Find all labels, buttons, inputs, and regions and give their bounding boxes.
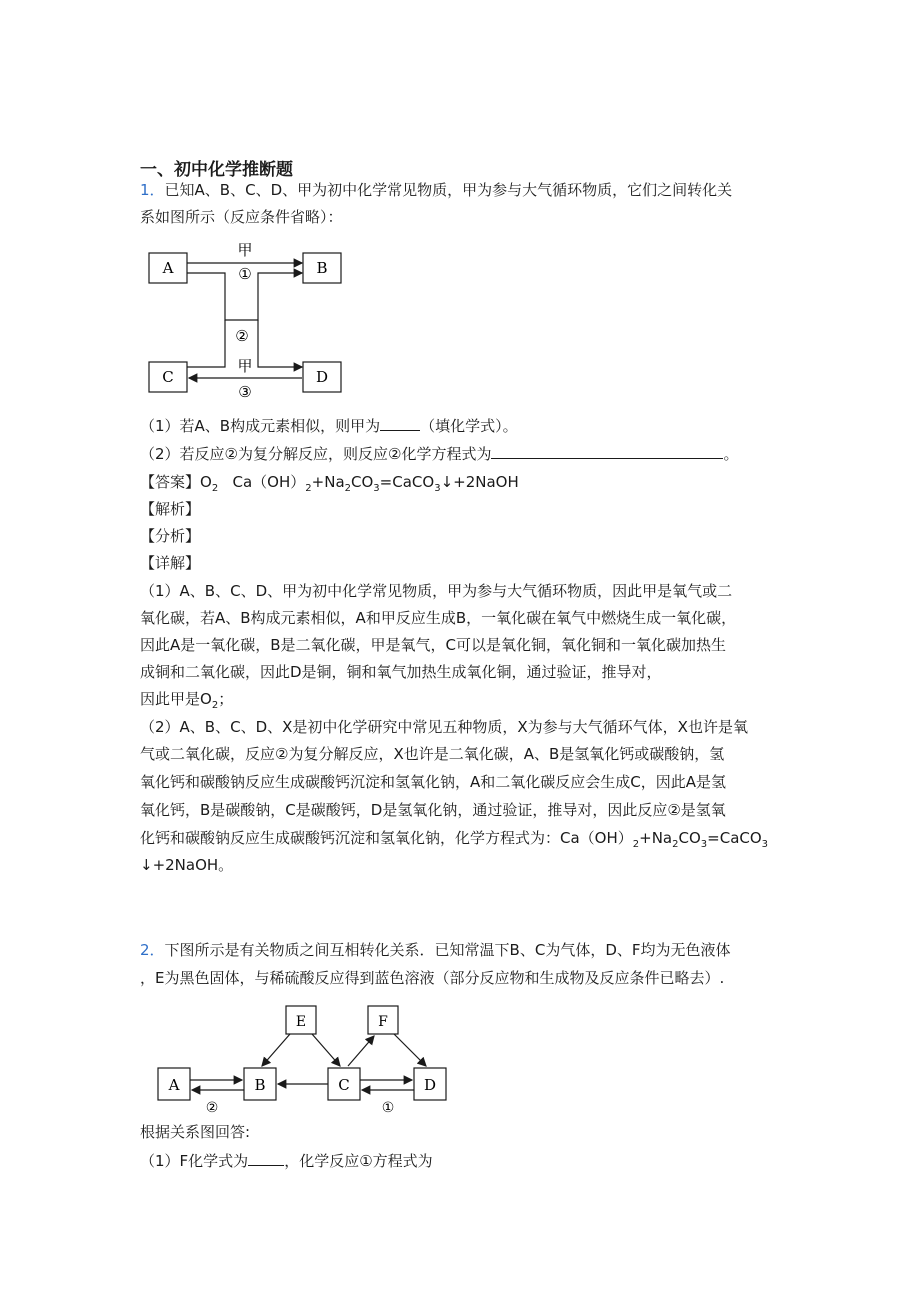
q2-stem-line-2: ，E为黑色固体，与稀硫酸反应得到蓝色溶液（部分反应物和生成物及反应条件已略去）. <box>140 969 725 987</box>
q1-connector-bottom <box>187 320 225 367</box>
q1-part-2: （2）若反应②为复分解反应，则反应②化学方程式为 。 <box>140 445 739 463</box>
q1-detail-1-line-4: 成铜和二氧化碳，因此D是铜，铜和氧气加热生成氧化铜，通过验证，推导对， <box>140 663 662 681</box>
q2-prompt: 根据关系图回答: <box>140 1123 251 1141</box>
q2-arrow-e-c <box>312 1034 340 1066</box>
q2-box-e-label: E <box>295 1014 307 1030</box>
q1-blank-2[interactable] <box>491 444 723 459</box>
q1-detail-2-line-5: 化钙和碳酸钠反应生成碳酸钙沉淀和氢氧化钠，化学方程式为：$Ca(OH)_2+Na_2CO_3=CaCO_3$ <box>140 829 769 850</box>
q1-box-b-label: B <box>316 259 328 277</box>
q2-arrow-c-f <box>348 1036 374 1066</box>
q1-detail-2-line-4: 氧化钙，B是碳酸钠，C是碳酸钙，D是氢氧化钠，通过验证，推导对，因此反应②是氢氧 <box>140 801 726 819</box>
q1-detail-2-line-6: ↓+2NaOH。 <box>140 856 234 874</box>
q2-box-b-label: B <box>254 1076 266 1094</box>
q2-box-d-label: D <box>423 1076 437 1094</box>
q2-number: 2． <box>140 941 165 959</box>
section-title: 一、初中化学推断题 <box>140 160 293 180</box>
q1-stem-line-1: 1．已知A、B、C、D、甲为初中化学常见物质，甲为参与大气循环物质，它们之间转化关 <box>140 181 733 199</box>
q1-fenxi: 【分析】 <box>140 527 201 545</box>
q1-bottom-label: 甲 <box>237 357 253 375</box>
q1-detail-1-line-3: 因此A是一氧化碳，B是二氧化碳，甲是氧气，C可以是氧化铜，氧化铜和一氧化碳加热生 <box>140 636 727 654</box>
q2-arrow-f-d <box>394 1034 426 1066</box>
q1-part-1: （1）若A、B构成元素相似，则甲为 （填化学式）。 <box>140 417 518 435</box>
q1-reaction-3: ③ <box>238 383 252 400</box>
q1-connector-d <box>258 320 302 367</box>
q1-detail-1-line-2: 氧化碳，若A、B构成元素相似，A和甲反应生成B，一氧化碳在氧气中燃烧生成一氧化碳， <box>140 609 737 627</box>
q1-xiangjie: 【详解】 <box>140 554 201 572</box>
q2-reaction-2: ② <box>205 1100 219 1116</box>
q1-detail-2-line-2: 气或二氧化碳，反应②为复分解反应，X也许是二氧化碳，A、B是氢氧化钙或碳酸钠，氢 <box>140 745 725 763</box>
q2-arrow-e-b <box>262 1034 290 1066</box>
q1-reaction-1: ① <box>238 265 252 283</box>
q2-stem-line-1: 2．下图所示是有关物质之间互相转化关系．已知常温下B、C为气体，D、F均为无色液体 <box>140 941 731 959</box>
q1-jiexi: 【解析】 <box>140 500 201 518</box>
q1-detail-2-line-3: 氧化钙和碳酸钠反应生成碳酸钙沉淀和氢氧化钠，A和二氧化碳反应会生成C，因此A是氢 <box>140 773 727 791</box>
q2-reaction-1: ① <box>381 1100 395 1116</box>
q2-blank-1[interactable] <box>248 1151 284 1166</box>
q1-answer: 【答案】$O_2$ $Ca(OH)_2+Na_2CO_3=CaCO_3↓+2NaOH$ <box>140 473 519 494</box>
q1-detail-1-line-5: 因此甲是$O_2$； <box>140 690 234 711</box>
q1-reaction-2: ② <box>235 327 249 345</box>
q1-box-c-label: C <box>162 368 174 386</box>
q2-part-1: （1）F化学式为 ，化学反应①方程式为 <box>140 1152 433 1170</box>
q1-detail-2-line-1: （2）A、B、C、D、X是初中化学研究中常见五种物质，X为参与大气循环气体，X也许是氧 <box>140 718 748 736</box>
q2-box-c-label: C <box>338 1076 350 1094</box>
q2-box-f-label: F <box>378 1014 388 1030</box>
q1-diagram <box>145 235 350 400</box>
q2-diagram <box>150 1000 450 1118</box>
q1-blank-1[interactable] <box>380 416 420 431</box>
q1-number: 1． <box>140 181 165 199</box>
q1-box-a-label: A <box>162 259 174 277</box>
q1-stem-line-2: 系如图所示（反应条件省略）： <box>140 208 343 226</box>
q1-box-d-label: D <box>315 368 329 386</box>
q1-detail-1-line-1: （1）A、B、C、D、甲为初中化学常见物质，甲为参与大气循环物质，因此甲是氧气或二 <box>140 582 733 600</box>
q1-top-label: 甲 <box>237 241 253 259</box>
q2-box-a-label: A <box>168 1076 180 1094</box>
